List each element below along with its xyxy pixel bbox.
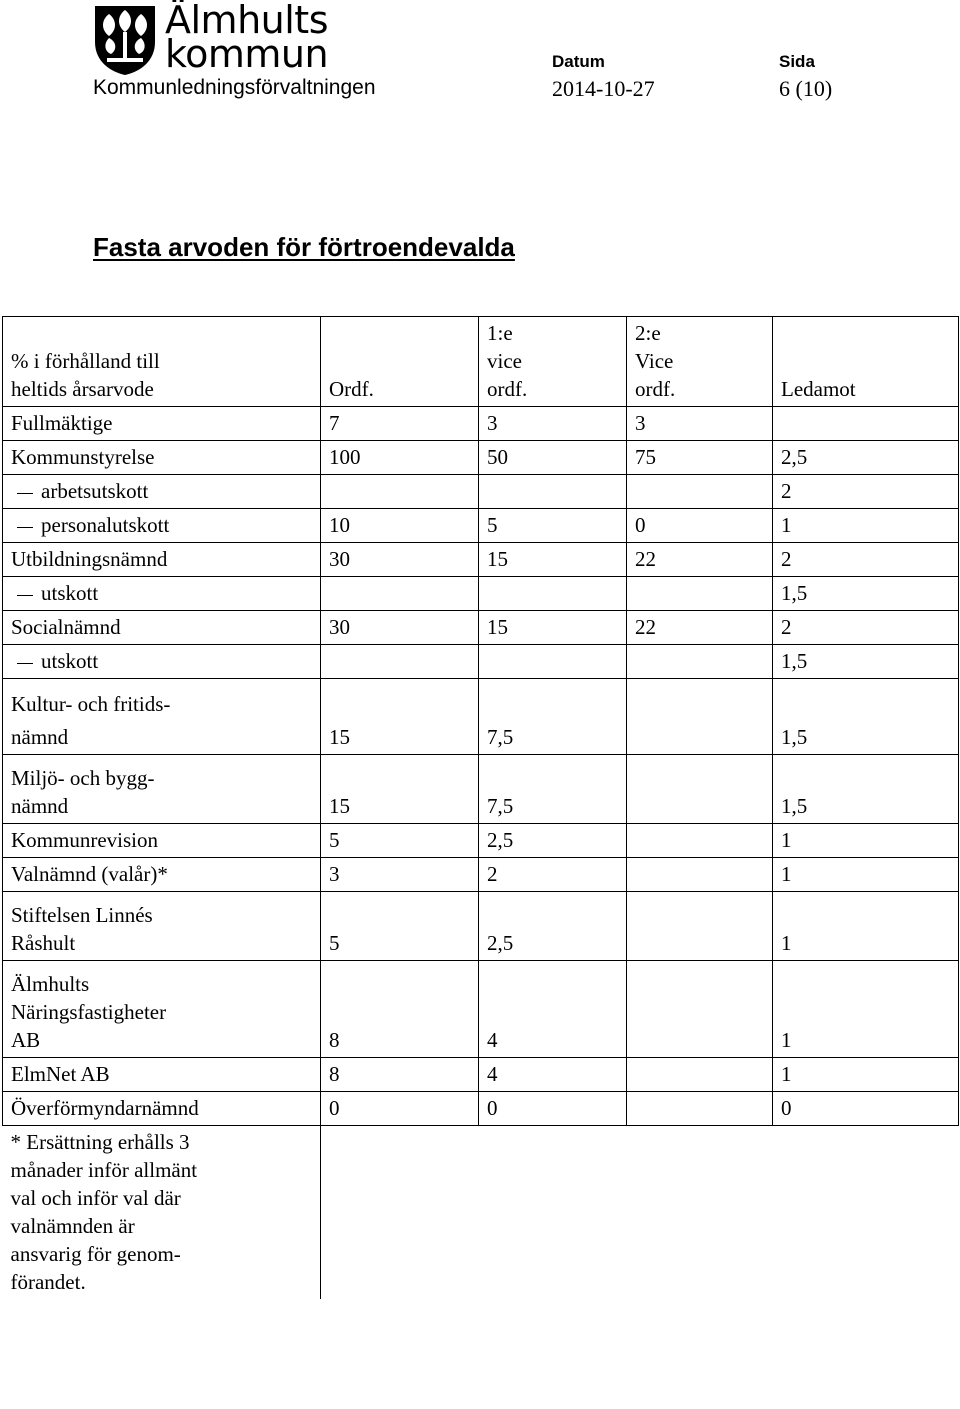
cell-vice2 (627, 823, 773, 857)
table-row (3, 475, 959, 509)
cell-ordf: 10 (321, 509, 479, 543)
cell-vice2 (627, 475, 773, 509)
row-name: Fullmäktige (3, 407, 321, 441)
fee-table (2, 316, 959, 1299)
cell-vice1: 4 (479, 1057, 627, 1091)
cell-ledamot: 1 (773, 823, 959, 857)
row-name: ElmNet AB (3, 1057, 321, 1091)
cell-vice1: 50 (479, 441, 627, 475)
cell-ledamot: 2 (773, 543, 959, 577)
cell-vice2 (627, 679, 773, 721)
table-row (3, 891, 959, 960)
cell-vice2 (627, 754, 773, 823)
footnote-empty-cell (479, 1125, 627, 1299)
cell-ordf: 5 (321, 891, 479, 960)
row-name: nämnd (3, 721, 321, 755)
cell-vice1: 15 (479, 543, 627, 577)
row-name: Stiftelsen Linnés Råshult (3, 891, 321, 960)
row-name: Utbildningsnämnd (3, 543, 321, 577)
cell-vice1 (479, 679, 627, 721)
cell-ordf: 8 (321, 960, 479, 1057)
table-row (3, 857, 959, 891)
cell-ledamot: 1 (773, 960, 959, 1057)
cell-vice2: 0 (627, 509, 773, 543)
header-ledamot: Ledamot (773, 317, 959, 407)
cell-vice2 (627, 960, 773, 1057)
cell-ledamot: 2,5 (773, 441, 959, 475)
footnote-empty-cell (321, 1125, 479, 1299)
row-name: Kultur- och fritids- (3, 679, 321, 721)
table-row (3, 1057, 959, 1091)
logo-text-line1: Älmhults (165, 0, 328, 42)
table-row (3, 823, 959, 857)
page-number: 6 (10) (779, 76, 833, 101)
table-row (3, 441, 959, 475)
cell-vice1: 2,5 (479, 891, 627, 960)
cell-ordf: 0 (321, 1091, 479, 1125)
header-category: % i förhålland till heltids årsarvode (3, 317, 321, 407)
row-name: arbetsutskott (3, 475, 321, 509)
cell-ordf (321, 475, 479, 509)
table-row (3, 645, 959, 679)
cell-ordf: 30 (321, 611, 479, 645)
cell-vice1: 4 (479, 960, 627, 1057)
cell-ledamot: 0 (773, 1091, 959, 1125)
row-name: Överförmyndarnämnd (3, 1091, 321, 1125)
cell-vice1: 2,5 (479, 823, 627, 857)
cell-ledamot: 1 (773, 857, 959, 891)
footnote-row (3, 1125, 959, 1299)
row-name: personalutskott (3, 509, 321, 543)
cell-ledamot: 1,5 (773, 577, 959, 611)
cell-vice1: 0 (479, 1091, 627, 1125)
cell-vice1 (479, 577, 627, 611)
cell-vice1: 3 (479, 407, 627, 441)
cell-vice2 (627, 857, 773, 891)
row-name: Älmhults Näringsfastigheter AB (3, 960, 321, 1057)
cell-vice2: 22 (627, 543, 773, 577)
table-row (3, 509, 959, 543)
cell-ledamot: 1 (773, 891, 959, 960)
table-row (3, 543, 959, 577)
row-name: Kommunstyrelse (3, 441, 321, 475)
table-row (3, 754, 959, 823)
cell-ledamot: 1 (773, 509, 959, 543)
row-name: Valnämnd (valår)* (3, 857, 321, 891)
row-name: Socialnämnd (3, 611, 321, 645)
cell-ordf: 7 (321, 407, 479, 441)
cell-vice1 (479, 475, 627, 509)
cell-ordf: 5 (321, 823, 479, 857)
cell-ordf: 15 (321, 754, 479, 823)
header-ordf: Ordf. (321, 317, 479, 407)
cell-ordf: 3 (321, 857, 479, 891)
cell-vice1 (479, 645, 627, 679)
row-name: Kommunrevision (3, 823, 321, 857)
date-value: 2014-10-27 (552, 76, 655, 101)
logo-text-line2: kommun (165, 32, 329, 76)
cell-vice1: 2 (479, 857, 627, 891)
table-row (3, 407, 959, 441)
table-row (3, 1091, 959, 1125)
cell-vice2 (627, 645, 773, 679)
cell-vice2 (627, 1057, 773, 1091)
footnote-empty-cell (773, 1125, 959, 1299)
cell-ordf: 15 (321, 721, 479, 755)
cell-ordf (321, 577, 479, 611)
fee-table-body (3, 317, 959, 1299)
cell-vice2 (627, 577, 773, 611)
cell-vice1: 7,5 (479, 721, 627, 755)
row-name: utskott (3, 645, 321, 679)
table-row (3, 577, 959, 611)
cell-vice1: 5 (479, 509, 627, 543)
footnote-empty-cell (627, 1125, 773, 1299)
table-header-row (3, 317, 959, 407)
table-row (3, 721, 959, 755)
coat-of-arms-icon (93, 4, 157, 76)
cell-ledamot: 1,5 (773, 645, 959, 679)
cell-ledamot: 1,5 (773, 754, 959, 823)
cell-vice2 (627, 891, 773, 960)
cell-vice2 (627, 1091, 773, 1125)
row-name: Miljö- och bygg- nämnd (3, 754, 321, 823)
cell-ledamot: 2 (773, 611, 959, 645)
cell-vice2 (627, 721, 773, 755)
cell-vice1: 7,5 (479, 754, 627, 823)
date-label: Datum (552, 52, 605, 71)
page-title: Fasta arvoden för förtroendevalda (93, 232, 515, 262)
table-row (3, 611, 959, 645)
cell-ledamot (773, 679, 959, 721)
cell-vice2: 22 (627, 611, 773, 645)
footnote: * Ersättning erhålls 3 månader inför allmänt val och inför val där valnämnden är ansvarig för genom- förandet. (3, 1125, 321, 1299)
page-label: Sida (779, 52, 815, 71)
cell-ordf: 8 (321, 1057, 479, 1091)
row-name: utskott (3, 577, 321, 611)
cell-ordf: 100 (321, 441, 479, 475)
header-vice1: 1:e vice ordf. (479, 317, 627, 407)
table-row (3, 960, 959, 1057)
cell-ledamot: 1,5 (773, 721, 959, 755)
header-vice2: 2:e Vice ordf. (627, 317, 773, 407)
cell-vice2: 3 (627, 407, 773, 441)
cell-ledamot: 2 (773, 475, 959, 509)
cell-vice2: 75 (627, 441, 773, 475)
cell-ledamot (773, 407, 959, 441)
cell-ledamot: 1 (773, 1057, 959, 1091)
cell-ordf (321, 645, 479, 679)
cell-vice1: 15 (479, 611, 627, 645)
cell-ordf: 30 (321, 543, 479, 577)
cell-ordf (321, 679, 479, 721)
department-name: Kommunledningsförvaltningen (93, 76, 376, 99)
table-row (3, 679, 959, 721)
